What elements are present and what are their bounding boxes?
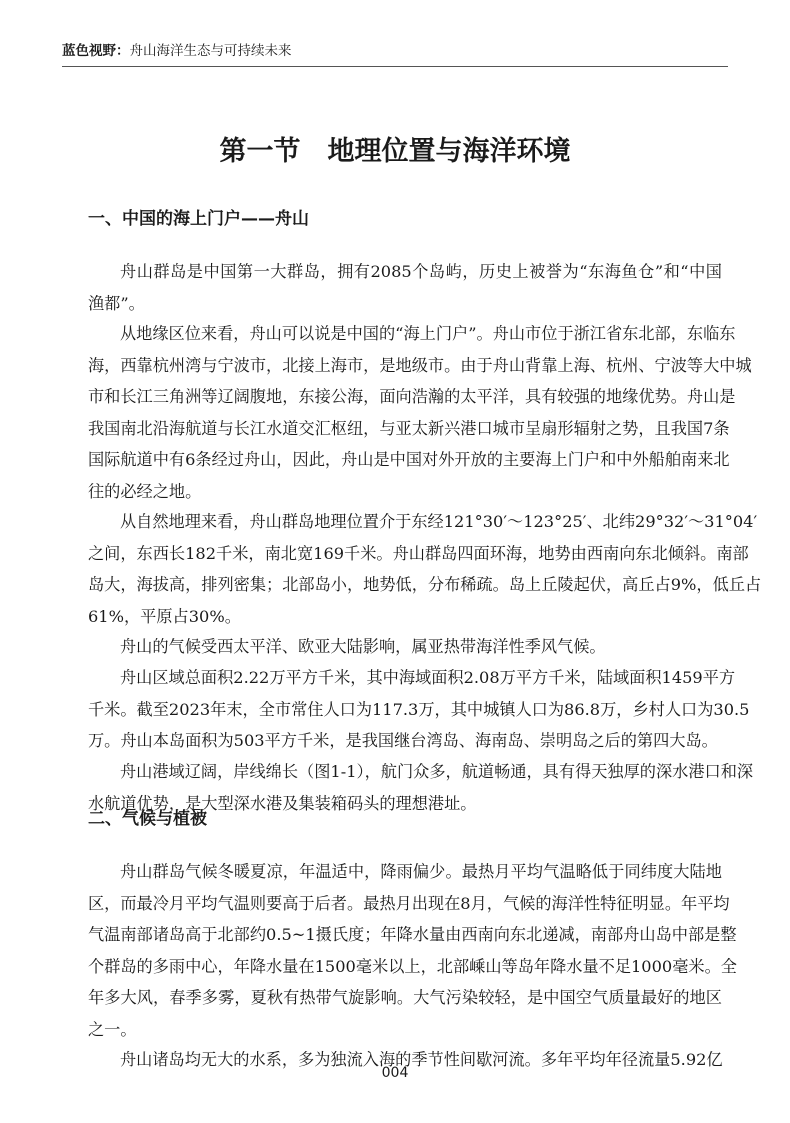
paragraph-line: 往的必经之地。 xyxy=(88,481,202,501)
paragraph-intro xyxy=(88,256,722,319)
heading-zhoushan-gateway: 一、中国的海上门户——舟山 xyxy=(88,209,309,229)
paragraph-line: 我国南北沿海航道与长江水道交汇枢纽，与亚太新兴港口城市呈扇形辐射之势，且我国7条 xyxy=(88,418,730,438)
series-title: 蓝色视野： xyxy=(62,43,130,59)
paragraph-line: 年多大风，春季多雾，夏秋有热带气旋影响。大气污染较轻，是中国空气质量最好的地区 xyxy=(88,988,722,1007)
paragraph-line: 渔都”。 xyxy=(88,293,145,313)
paragraph-line: 舟山诸岛均无大的水系，多为独流入海的季节性间歇河流。多年平均年径流量5.92亿 xyxy=(120,1050,723,1069)
paragraph-line: 区，而最冷月平均气温则要高于后者。最热月出现在8月，气候的海洋性特征明显。年平均 xyxy=(88,893,730,913)
paragraph-line: 海，西靠杭州湾与宁波市，北接上海市，是地级市。由于舟山背靠上海、杭州、宁波等大中城 xyxy=(88,355,752,375)
paragraph-line: 舟山港域辽阔，岸线绵长（图1-1），航门众多，航道畅通，具有得天独厚的深水港口和深 xyxy=(120,762,754,781)
paragraph-line: 市和长江三角洲等辽阔腹地，东接公海，面向浩瀚的太平洋，具有较强的地缘优势。舟山是 xyxy=(88,387,736,406)
paragraph-line: 水航道优势，是大型深水港及集装箱码头的理想港址。 xyxy=(88,793,477,813)
paragraph-climate-summary xyxy=(88,631,722,663)
book-title: 舟山海洋生态与可持续未来 xyxy=(129,43,292,59)
paragraph-line: 舟山群岛气候冬暖夏凉，年温适中，降雨偏少。最热月平均气温略低于同纬度大陆地 xyxy=(120,862,722,881)
paragraph-line: 气温南部诸岛高于北部约0.5~1摄氏度；年降水量由西南向东北递减，南部舟山岛中部是整 xyxy=(88,925,737,944)
paragraph-climate-detail xyxy=(88,856,737,1045)
paragraph-line: 舟山的气候受西太平洋、欧亚大陆影响，属亚热带海洋性季风气候。 xyxy=(120,637,606,656)
paragraph-natural-geography xyxy=(88,506,762,632)
paragraph-line: 之一。 xyxy=(88,1019,137,1039)
paragraph-line: 从自然地理来看，舟山群岛地理位置介于东经121°30′～123°25′、北纬29°32′～31°04′ xyxy=(120,512,758,531)
paragraph-line: 从地缘区位来看，舟山可以说是中国的“海上门户”。舟山市位于浙江省东北部，东临东 xyxy=(120,324,736,343)
page-number: 004 xyxy=(381,1065,409,1081)
paragraph-geopolitics xyxy=(88,318,752,507)
paragraph-line: 之间，东西长182千米，南北宽169千米。舟山群岛四面环海，地势由西南向东北倾斜。南部 xyxy=(88,543,749,563)
paragraph-line: 千米。截至2023年末，全市常住人口为117.3万，其中城镇人口为86.8万，乡村人口为30.5 xyxy=(88,699,750,719)
paragraph-line: 舟山区域总面积2.22万平方千米，其中海域面积2.08万平方千米，陆域面积1459平方 xyxy=(120,668,736,687)
running-header xyxy=(62,40,728,62)
paragraph-line: 个群岛的多雨中心，年降水量在1500毫米以上，北部嵊山等岛年降水量不足1000毫米。全 xyxy=(88,956,737,976)
paragraph-line: 岛大，海拔高，排列密集；北部岛小，地势低，分布稀疏。岛上丘陵起伏，高丘占9%，低丘占 xyxy=(88,575,762,594)
header-rule xyxy=(62,66,728,67)
paragraph-line: 国际航道中有6条经过舟山，因此，舟山是中国对外开放的主要海上门户和中外船舶南来北 xyxy=(88,450,730,469)
paragraph-area-population xyxy=(88,662,750,757)
section-title: 第一节 地理位置与海洋环境 xyxy=(219,136,571,167)
paragraph-line: 万。舟山本岛面积为503平方千米，是我国继台湾岛、海南岛、崇明岛之后的第四大岛。 xyxy=(88,731,718,750)
paragraph-line: 舟山群岛是中国第一大群岛，拥有2085个岛屿，历史上被誉为“东海鱼仓”和“中国 xyxy=(120,262,722,281)
heading-climate-vegetation: 二、气候与植被 xyxy=(88,809,207,829)
paragraph-line: 61%，平原占30%。 xyxy=(88,606,241,626)
